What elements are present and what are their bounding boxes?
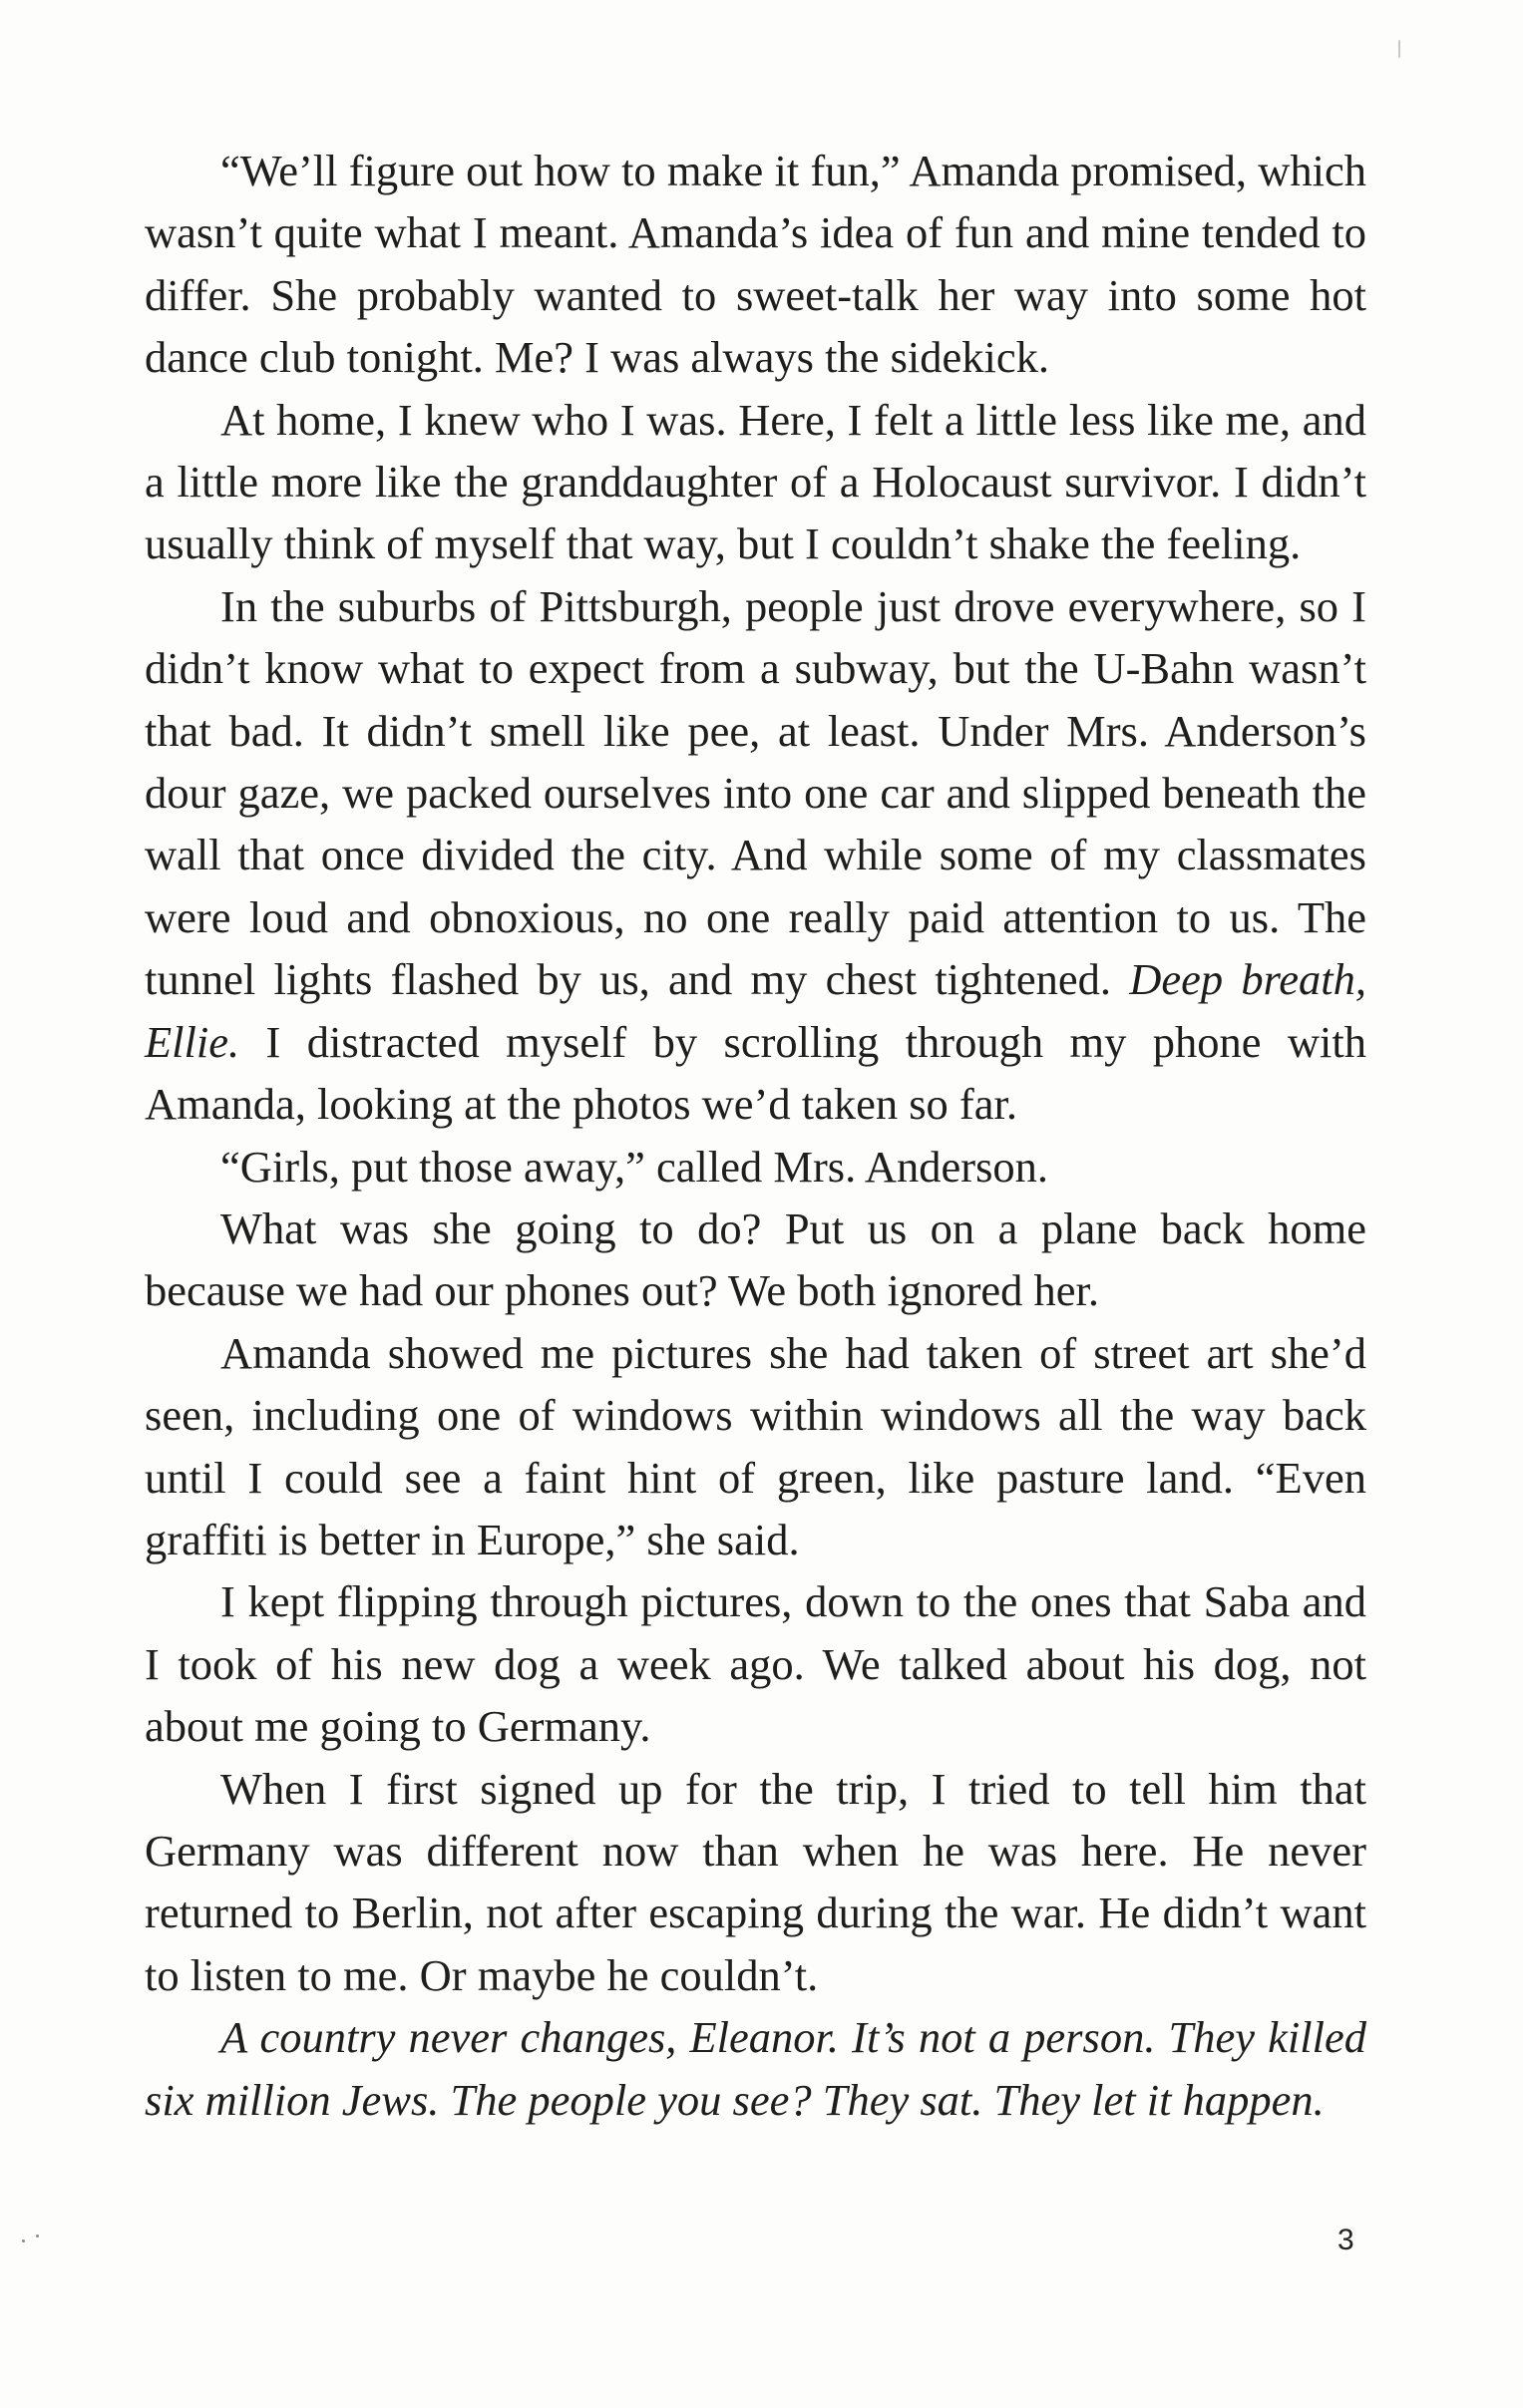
paragraph-text: A country never changes, Eleanor. It’s not a person. They killed six million Jews. The people you see? They sat. They let it happen. bbox=[145, 2012, 1366, 2125]
paragraph-text: At home, I knew who I was. Here, I felt a little less like me, and a little more like the granddaughter of a Holocaust survivor. I didn’t usually think of myself that way, but I couldn’t shake the feeling. bbox=[145, 394, 1366, 569]
page-number: 3 bbox=[1337, 2224, 1354, 2256]
paragraph-text: I distracted myself by scrolling through my phone with Amanda, looking at the photos we’d taken so far. bbox=[145, 1016, 1366, 1130]
paragraph-5 bbox=[145, 1198, 1366, 1322]
paragraph-4 bbox=[145, 1136, 1366, 1198]
paragraph-9-italic-quote bbox=[145, 2006, 1366, 2131]
scan-speck bbox=[22, 2239, 25, 2242]
paragraph-2 bbox=[145, 389, 1366, 575]
paragraph-text: “We’ll figure out how to make it fun,” Amanda promised, which wasn’t quite what I meant. Amanda’s idea of fun and mine tended to differ. She probably wanted to sweet-talk her way into some hot dance club tonight. Me? I was always the sidekick. bbox=[145, 146, 1366, 383]
paragraph-text: In the suburbs of Pittsburgh, people just drove everywhere, so I didn’t know what to expect from a subway, but the U-Bahn wasn’t that bad. It didn’t smell like pee, at least. Under Mrs. Anderson’s dour gaze, we packed ourselves into one car and slipped beneath the wall that once divided the city. And while some of my classmates were loud and obnoxious, no one really paid attention to us. The tunnel lights flashed by us, and my chest tightened. bbox=[145, 580, 1366, 1005]
scan-speck bbox=[1398, 40, 1400, 58]
paragraph-8 bbox=[145, 1758, 1366, 2007]
paragraph-text: Amanda showed me pictures she had taken of street art she’d seen, including one of windows within windows all the way back until I could see a faint hint of green, like pasture land. “Even graffiti is better in Europe,” she said. bbox=[145, 1327, 1366, 1564]
paragraph-6 bbox=[145, 1322, 1366, 1571]
paragraph-text: I kept flipping through pictures, down to the ones that Saba and I took of his new dog a week ago. We talked about his dog, not about me going to Germany. bbox=[145, 1576, 1366, 1752]
paragraph-text: When I first signed up for the trip, I tried to tell him that Germany was different now than when he was here. He never returned to Berlin, not after escaping during the war. He didn’t want to listen to me. Or maybe he couldn’t. bbox=[145, 1763, 1366, 2000]
paragraph-text: “Girls, put those away,” called Mrs. Anderson. bbox=[220, 1141, 1049, 1192]
scan-speck bbox=[36, 2235, 39, 2237]
page-body bbox=[145, 140, 1366, 2131]
paragraph-text: What was she going to do? Put us on a plane back home because we had our phones out? We both ignored her. bbox=[145, 1203, 1366, 1316]
paragraph-7 bbox=[145, 1570, 1366, 1757]
italic-inner-thought: Deep breath, Ellie. bbox=[145, 954, 1366, 1067]
paragraph-1 bbox=[145, 140, 1366, 389]
paragraph-3 bbox=[145, 575, 1366, 1136]
